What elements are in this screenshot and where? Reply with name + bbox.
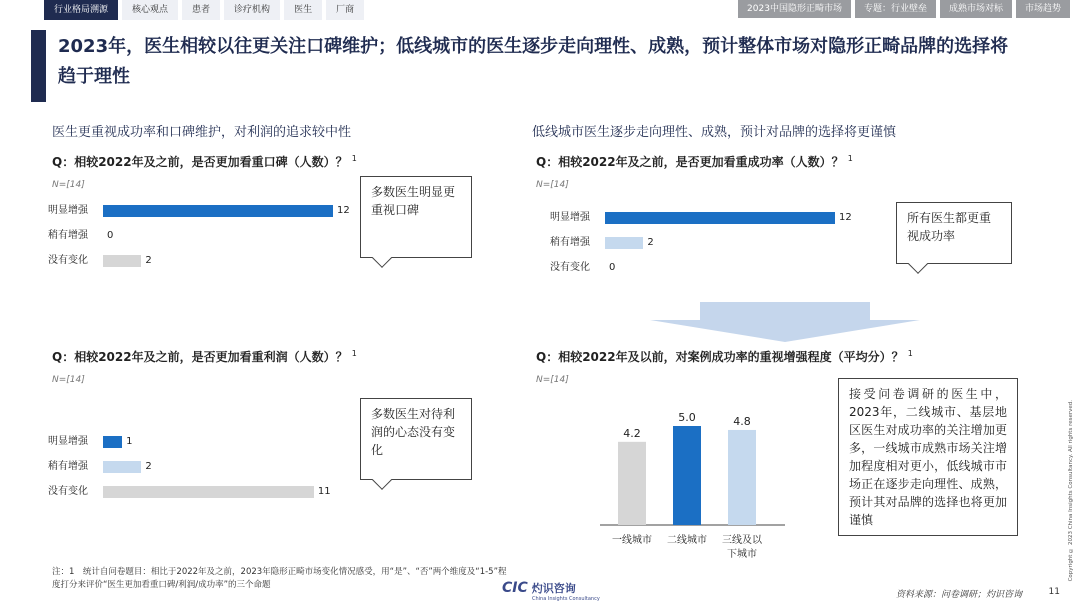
logo-cn-text: 灼识咨询: [531, 582, 576, 595]
bar-row: [48, 200, 368, 222]
nav-right-tab-2[interactable]: 成熟市场对标: [940, 0, 1012, 18]
bar: [103, 461, 141, 473]
nav-tab-3[interactable]: 诊疗机构: [224, 0, 280, 20]
source-note: 资料来源：问卷调研；灼识咨询: [895, 590, 1022, 600]
nav-right: [738, 0, 1070, 18]
nav-tab-4[interactable]: 医生: [284, 0, 322, 20]
bar-row: [48, 250, 368, 272]
q4-question: Q：相较2022年及以前，对案例成功率的重视增强程度（平均分）？ $^1$: [536, 349, 913, 364]
column-chart-svg: [600, 405, 790, 585]
bar: [103, 436, 122, 448]
bar-category-label: 稍有增强: [550, 237, 590, 248]
bar-category-label: 没有变化: [48, 486, 88, 497]
nav-right-tab-1[interactable]: 专题：行业壁垒: [855, 0, 936, 18]
bar-category-label: 没有变化: [550, 262, 590, 273]
q1-question: Q：相较2022年及之前，是否更加看重口碑（人数）？ $^1$: [52, 154, 357, 169]
q3-callout: 所有医生都更重视成功率: [896, 202, 1012, 264]
bar-row: [550, 257, 870, 279]
logo-cic-text: CIC: [502, 580, 528, 596]
bar-value-label: 0: [107, 230, 114, 241]
nav-right-tab-0[interactable]: 2023中国隐形正畸市场: [738, 0, 851, 18]
left-section-heading: 医生更重视成功率和口碑维护，对利润的追求较中性: [52, 125, 352, 140]
title-accent-bar: [31, 30, 46, 102]
bar-category-label: 稍有增强: [48, 230, 88, 241]
column-category-label: 二线城市: [667, 535, 707, 546]
hbar-chart-profit: [48, 431, 368, 501]
bar: [605, 212, 835, 224]
copyright-text: Copyright © 2023 China Insights Consultancy. All rights reserved.: [1068, 400, 1074, 582]
column-value-label: 4.2: [623, 426, 641, 440]
bar-category-label: 没有变化: [48, 255, 88, 266]
page-title: 2023年，医生相较以往更关注口碑维护；低线城市的医生逐步走向理性、成熟，预计整体市场对隐形正畸品牌的选择将趋于理性: [58, 36, 1009, 87]
q3-question: Q：相较2022年及之前，是否更加看重成功率（人数）？ $^1$: [536, 154, 853, 169]
logo-en-text: China Insights Consultancy: [532, 596, 600, 602]
column-bar: [618, 442, 646, 525]
q1-n: N=[14]: [52, 180, 85, 190]
q4-n: N=[14]: [536, 375, 569, 385]
page-number: 11: [1048, 587, 1060, 597]
q2-question: Q：相较2022年及之前，是否更加看重利润（人数）？ $^1$: [52, 349, 357, 364]
bar-row: [48, 225, 368, 247]
hbar-chart-success-rate: [550, 207, 870, 277]
cic-logo: [502, 580, 600, 602]
q1-callout: 多数医生明显更重视口碑: [360, 176, 472, 258]
bar-row: [550, 232, 870, 254]
bar-row: [48, 431, 368, 453]
bar-row: [48, 481, 368, 503]
bar-value-label: 12: [337, 205, 350, 216]
bar-row: [48, 456, 368, 478]
bar: [103, 255, 141, 267]
column-chart-city-tier: [600, 405, 790, 585]
nav-tab-0[interactable]: 行业格局溯源: [44, 0, 118, 20]
q4-callout: 接受问卷调研的医生中，2023年，二线城市、基层地区医生对成功率的关注增加更多，一线城市成熟市场关注增加程度相对更小，低线城市市场正在逐步走向理性、成熟，预计其对品牌的选择也将更加谨慎: [838, 378, 1018, 536]
bar-value-label: 12: [839, 212, 852, 223]
bar-value-label: 0: [609, 262, 616, 273]
nav-left: [44, 0, 364, 20]
q3-n: N=[14]: [536, 180, 569, 190]
column-category-label: 一线城市: [612, 535, 652, 546]
column-value-label: 5.0: [678, 411, 696, 424]
nav-tab-2[interactable]: 患者: [182, 0, 220, 20]
nav-tab-1[interactable]: 核心观点: [122, 0, 178, 20]
bar-category-label: 明显增强: [550, 212, 590, 223]
down-arrow-icon: [650, 302, 920, 342]
bar-value-label: 2: [145, 255, 152, 266]
hbar-chart-reputation: [48, 200, 368, 270]
bar-value-label: 2: [145, 461, 152, 472]
bar-category-label: 明显增强: [48, 436, 88, 447]
column-bar: [673, 426, 701, 525]
bar: [103, 486, 314, 498]
bar: [103, 205, 333, 217]
column-bar: [728, 430, 756, 525]
bar-category-label: 明显增强: [48, 205, 88, 216]
q2-n: N=[14]: [52, 375, 85, 385]
nav-right-tab-3[interactable]: 市场趋势: [1016, 0, 1070, 18]
column-category-label: 三线及以: [722, 535, 762, 546]
bar-row: [550, 207, 870, 229]
bar-value-label: 2: [647, 237, 654, 248]
bar-value-label: 1: [126, 436, 133, 447]
column-value-label: 4.8: [733, 414, 751, 428]
bar-value-label: 11: [317, 486, 331, 497]
right-section-heading: 低线城市医生逐步走向理性、成熟，预计对品牌的选择将更谨慎: [532, 125, 897, 140]
nav-tab-5[interactable]: 厂商: [326, 0, 364, 20]
column-category-label: 下城市: [727, 549, 757, 560]
footnote: 注：1 统计自问卷题目：相比于2022年及之前，2023年隐形正畸市场变化情况感受，用“是”、“否”两个维度及“1-5”程度打分来评价“医生更加看重口碑/利润/成功率”的三个命题: [52, 567, 507, 590]
q2-callout: 多数医生对待利润的心态没有变化: [360, 398, 472, 480]
bar-category-label: 稍有增强: [48, 461, 88, 472]
bar: [605, 237, 643, 249]
